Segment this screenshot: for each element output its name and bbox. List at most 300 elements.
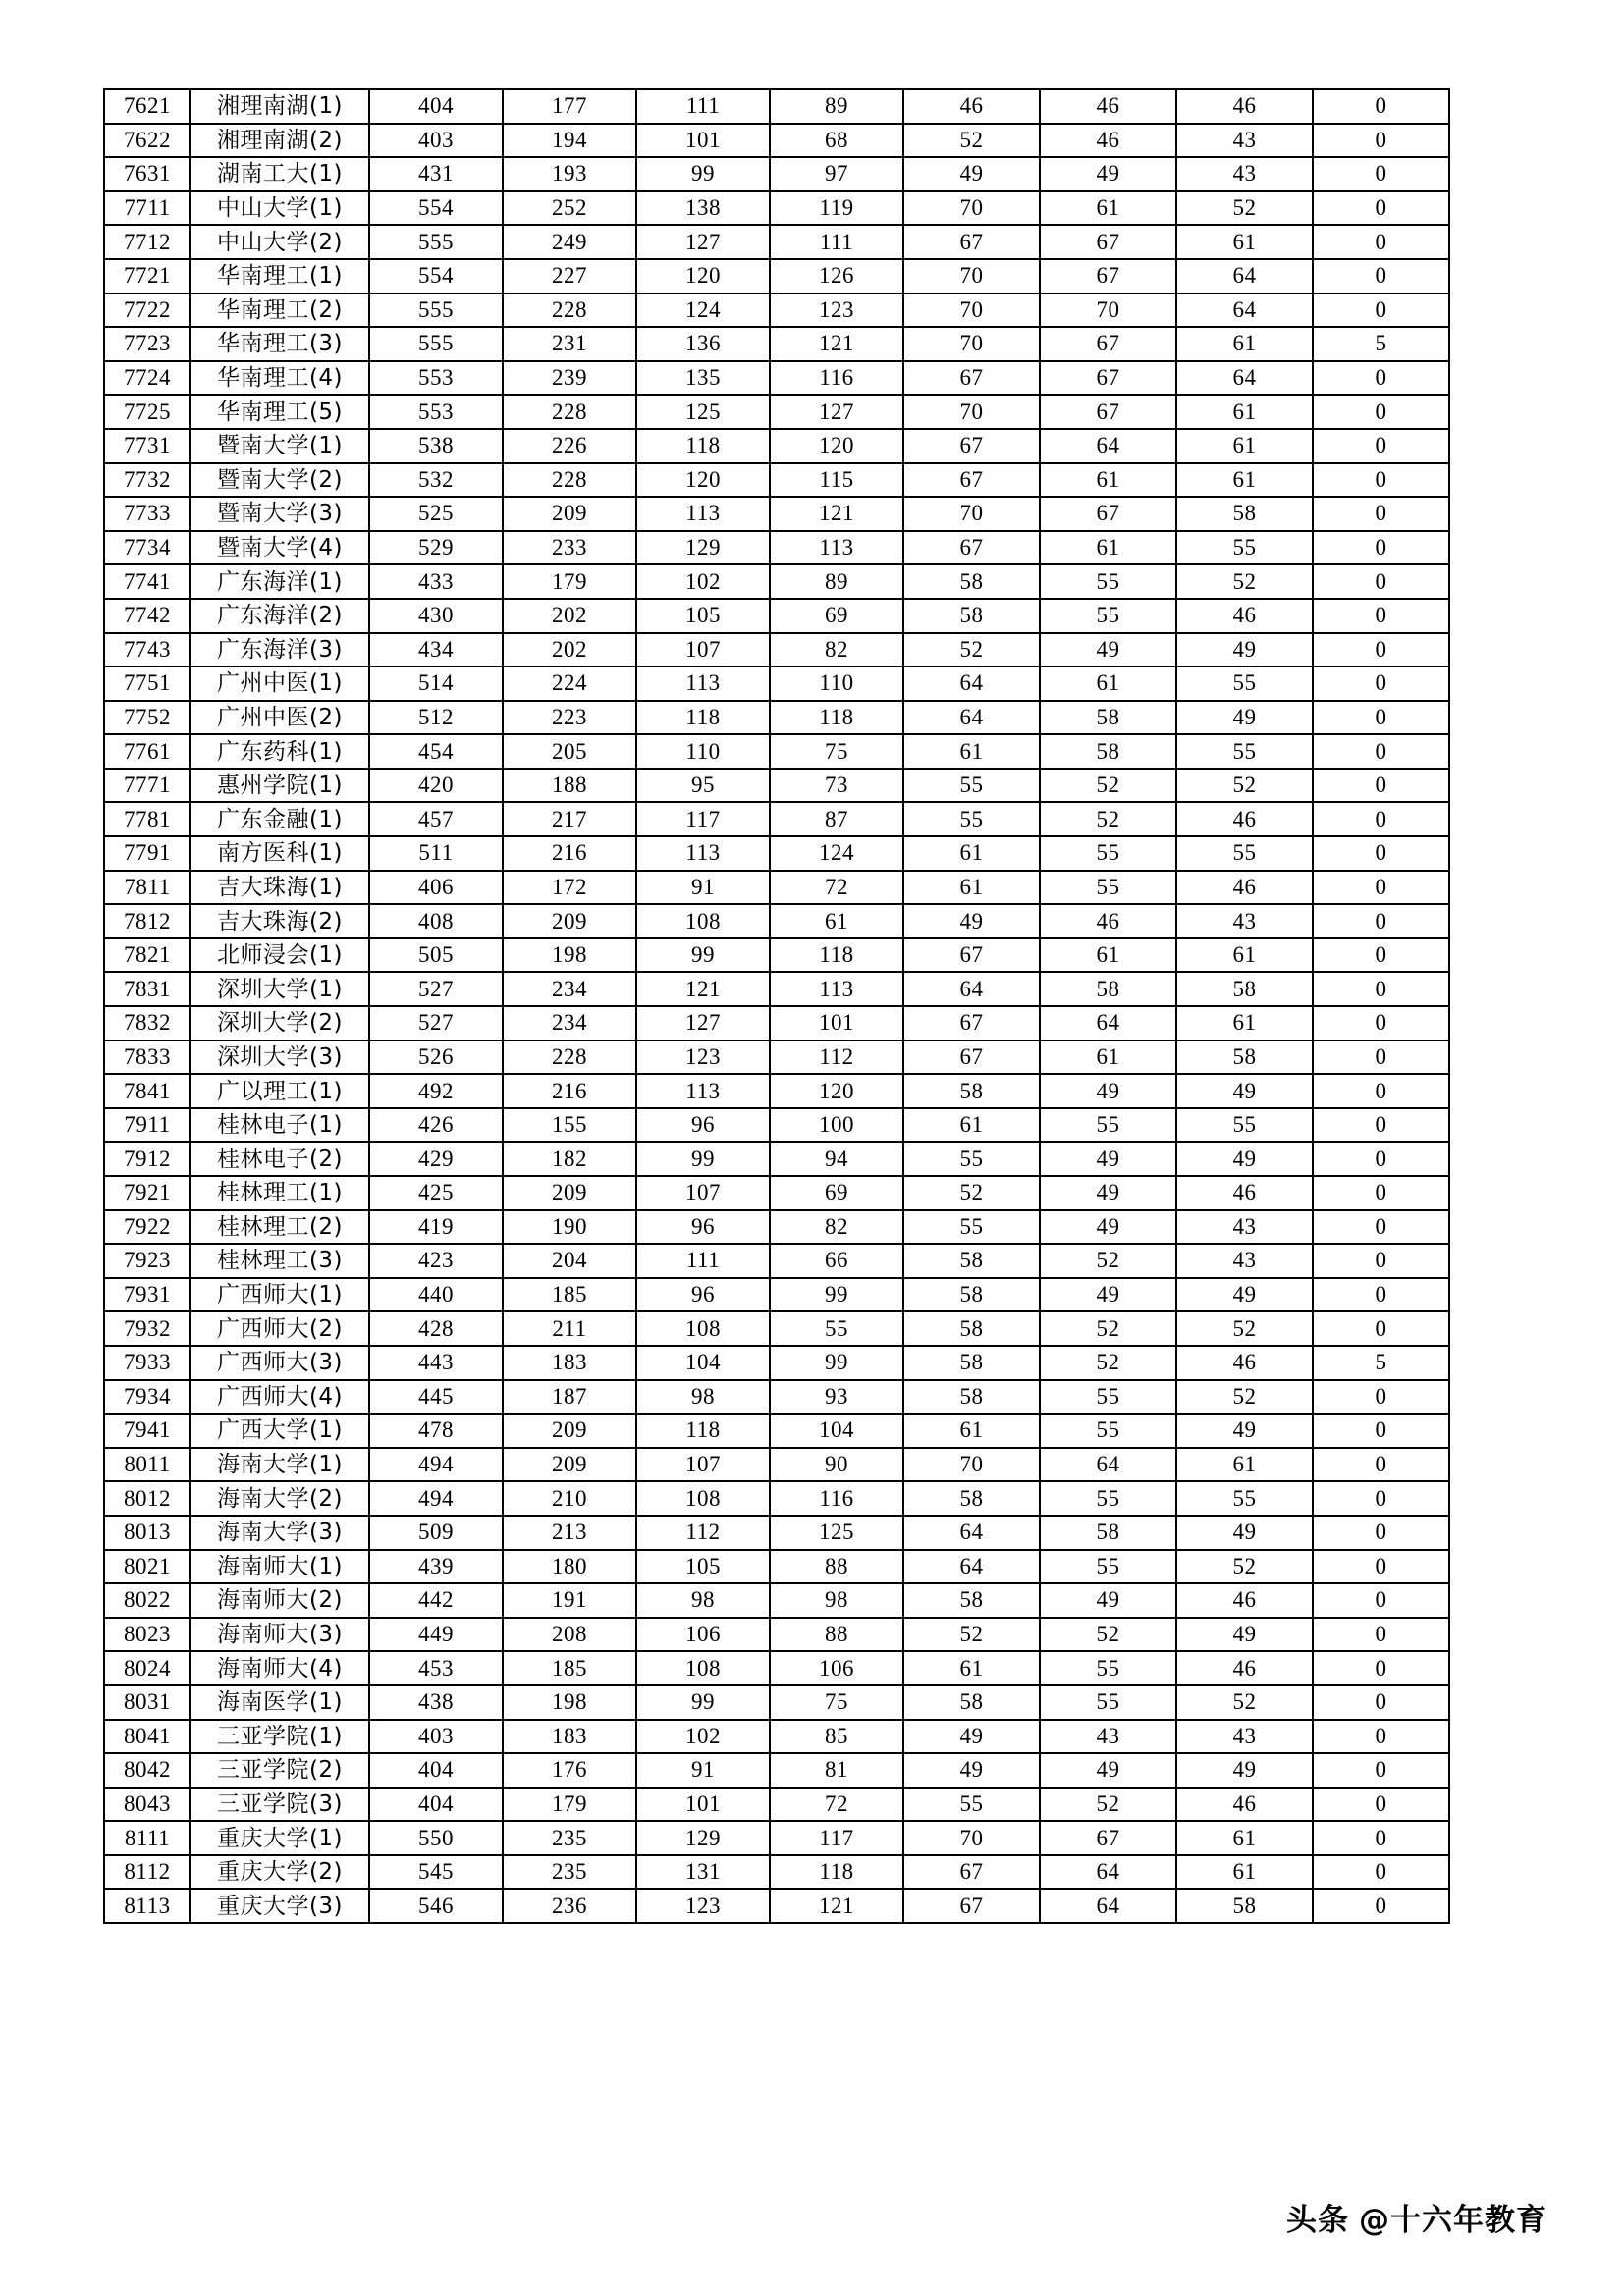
cell-v7: 49 xyxy=(1176,1516,1313,1550)
cell-v2: 231 xyxy=(503,327,636,361)
cell-v5: 61 xyxy=(903,1108,1040,1143)
cell-v3: 111 xyxy=(636,89,770,124)
cell-v7: 61 xyxy=(1176,1448,1313,1482)
cell-v2: 202 xyxy=(503,633,636,667)
cell-v5: 58 xyxy=(903,599,1040,633)
score-table-body xyxy=(104,89,1449,1923)
cell-v2: 228 xyxy=(503,395,636,429)
cell-v8: 0 xyxy=(1313,972,1449,1006)
cell-code: 7751 xyxy=(104,667,190,701)
cell-v5: 67 xyxy=(903,429,1040,463)
cell-school-name: 广西师大(2) xyxy=(190,1311,369,1346)
cell-v8: 0 xyxy=(1313,802,1449,836)
cell-v1: 554 xyxy=(369,191,503,226)
watermark-handle: @十六年教育 xyxy=(1359,2203,1547,2238)
cell-code: 8112 xyxy=(104,1855,190,1890)
cell-v2: 204 xyxy=(503,1244,636,1278)
cell-v2: 185 xyxy=(503,1651,636,1685)
table-row xyxy=(104,1583,1449,1618)
cell-code: 7741 xyxy=(104,564,190,599)
cell-school-name: 华南理工(1) xyxy=(190,259,369,294)
cell-v8: 0 xyxy=(1313,1448,1449,1482)
cell-code: 8031 xyxy=(104,1685,190,1720)
cell-v3: 136 xyxy=(636,327,770,361)
cell-code: 7921 xyxy=(104,1176,190,1210)
cell-v8: 0 xyxy=(1313,1583,1449,1618)
table-row xyxy=(104,1210,1449,1245)
cell-code: 7771 xyxy=(104,769,190,803)
cell-v7: 55 xyxy=(1176,734,1313,769)
cell-v5: 55 xyxy=(903,1210,1040,1245)
cell-v4: 69 xyxy=(770,599,903,633)
cell-school-name: 广州中医(2) xyxy=(190,701,369,735)
cell-v4: 99 xyxy=(770,1278,903,1312)
cell-code: 8013 xyxy=(104,1516,190,1550)
cell-v5: 61 xyxy=(903,836,1040,871)
cell-v5: 58 xyxy=(903,1244,1040,1278)
cell-v5: 61 xyxy=(903,1414,1040,1448)
table-row xyxy=(104,1414,1449,1448)
table-row xyxy=(104,633,1449,667)
cell-v6: 49 xyxy=(1040,1278,1176,1312)
table-row xyxy=(104,1006,1449,1041)
cell-v1: 430 xyxy=(369,599,503,633)
cell-v4: 121 xyxy=(770,1889,903,1923)
cell-v7: 61 xyxy=(1176,429,1313,463)
cell-v2: 198 xyxy=(503,938,636,973)
cell-v6: 49 xyxy=(1040,1753,1176,1788)
cell-v7: 46 xyxy=(1176,1176,1313,1210)
cell-v2: 233 xyxy=(503,531,636,565)
cell-v1: 434 xyxy=(369,633,503,667)
cell-v7: 58 xyxy=(1176,1041,1313,1075)
cell-v6: 49 xyxy=(1040,1176,1176,1210)
cell-v6: 55 xyxy=(1040,836,1176,871)
cell-v3: 120 xyxy=(636,259,770,294)
table-row xyxy=(104,1618,1449,1652)
table-row xyxy=(104,1278,1449,1312)
cell-code: 7742 xyxy=(104,599,190,633)
table-row xyxy=(104,1311,1449,1346)
table-row xyxy=(104,1788,1449,1822)
cell-v1: 440 xyxy=(369,1278,503,1312)
cell-v4: 94 xyxy=(770,1142,903,1176)
cell-v5: 55 xyxy=(903,1142,1040,1176)
cell-v3: 107 xyxy=(636,1448,770,1482)
cell-v3: 107 xyxy=(636,633,770,667)
cell-code: 7711 xyxy=(104,191,190,226)
cell-v2: 211 xyxy=(503,1311,636,1346)
cell-v1: 494 xyxy=(369,1448,503,1482)
cell-v4: 120 xyxy=(770,1074,903,1108)
cell-v5: 58 xyxy=(903,1278,1040,1312)
cell-v5: 70 xyxy=(903,294,1040,328)
cell-v5: 52 xyxy=(903,1618,1040,1652)
cell-v2: 172 xyxy=(503,871,636,905)
cell-v8: 0 xyxy=(1313,938,1449,973)
cell-v7: 55 xyxy=(1176,1108,1313,1143)
cell-code: 8042 xyxy=(104,1753,190,1788)
cell-school-name: 广西大学(1) xyxy=(190,1414,369,1448)
cell-v1: 527 xyxy=(369,1006,503,1041)
table-row xyxy=(104,1041,1449,1075)
cell-school-name: 广以理工(1) xyxy=(190,1074,369,1108)
cell-v4: 98 xyxy=(770,1583,903,1618)
cell-v2: 210 xyxy=(503,1481,636,1516)
cell-v3: 113 xyxy=(636,836,770,871)
cell-v3: 99 xyxy=(636,938,770,973)
cell-v1: 404 xyxy=(369,89,503,124)
table-row xyxy=(104,157,1449,191)
cell-v1: 419 xyxy=(369,1210,503,1245)
cell-v1: 433 xyxy=(369,564,503,599)
table-row xyxy=(104,1448,1449,1482)
table-row xyxy=(104,124,1449,158)
cell-v6: 55 xyxy=(1040,1380,1176,1415)
cell-v8: 0 xyxy=(1313,89,1449,124)
cell-v1: 492 xyxy=(369,1074,503,1108)
cell-v1: 511 xyxy=(369,836,503,871)
table-row xyxy=(104,327,1449,361)
cell-v6: 55 xyxy=(1040,1108,1176,1143)
cell-v8: 0 xyxy=(1313,1821,1449,1855)
cell-school-name: 广东金融(1) xyxy=(190,802,369,836)
cell-v2: 176 xyxy=(503,1753,636,1788)
cell-v2: 217 xyxy=(503,802,636,836)
cell-v8: 0 xyxy=(1313,191,1449,226)
cell-v6: 61 xyxy=(1040,531,1176,565)
cell-v7: 49 xyxy=(1176,1278,1313,1312)
cell-v8: 0 xyxy=(1313,1516,1449,1550)
cell-v2: 226 xyxy=(503,429,636,463)
cell-v1: 403 xyxy=(369,124,503,158)
cell-school-name: 华南理工(5) xyxy=(190,395,369,429)
cell-v7: 43 xyxy=(1176,1244,1313,1278)
cell-v2: 177 xyxy=(503,89,636,124)
cell-v8: 0 xyxy=(1313,1074,1449,1108)
cell-v7: 49 xyxy=(1176,1414,1313,1448)
cell-v7: 46 xyxy=(1176,89,1313,124)
cell-school-name: 重庆大学(3) xyxy=(190,1889,369,1923)
cell-v5: 61 xyxy=(903,734,1040,769)
cell-v5: 67 xyxy=(903,225,1040,259)
cell-v8: 0 xyxy=(1313,734,1449,769)
cell-v4: 116 xyxy=(770,1481,903,1516)
cell-school-name: 桂林理工(2) xyxy=(190,1210,369,1245)
cell-v8: 0 xyxy=(1313,395,1449,429)
cell-code: 7791 xyxy=(104,836,190,871)
cell-school-name: 重庆大学(2) xyxy=(190,1855,369,1890)
cell-v3: 125 xyxy=(636,395,770,429)
cell-v7: 43 xyxy=(1176,124,1313,158)
cell-v5: 55 xyxy=(903,769,1040,803)
cell-v8: 0 xyxy=(1313,1550,1449,1584)
cell-v1: 429 xyxy=(369,1142,503,1176)
cell-v8: 0 xyxy=(1313,1753,1449,1788)
cell-v2: 185 xyxy=(503,1278,636,1312)
cell-v8: 0 xyxy=(1313,1278,1449,1312)
cell-code: 7941 xyxy=(104,1414,190,1448)
cell-v4: 118 xyxy=(770,1855,903,1890)
cell-v3: 112 xyxy=(636,1516,770,1550)
cell-v1: 529 xyxy=(369,531,503,565)
cell-v8: 0 xyxy=(1313,1651,1449,1685)
cell-v7: 43 xyxy=(1176,1210,1313,1245)
cell-v6: 67 xyxy=(1040,259,1176,294)
cell-v5: 52 xyxy=(903,124,1040,158)
cell-code: 8111 xyxy=(104,1821,190,1855)
cell-v8: 0 xyxy=(1313,1210,1449,1245)
cell-v4: 110 xyxy=(770,667,903,701)
cell-v6: 46 xyxy=(1040,904,1176,938)
table-row xyxy=(104,972,1449,1006)
cell-v4: 119 xyxy=(770,191,903,226)
cell-v6: 55 xyxy=(1040,564,1176,599)
cell-v1: 526 xyxy=(369,1041,503,1075)
cell-v7: 61 xyxy=(1176,225,1313,259)
cell-v7: 46 xyxy=(1176,871,1313,905)
cell-school-name: 广西师大(3) xyxy=(190,1346,369,1380)
cell-v5: 70 xyxy=(903,1448,1040,1482)
cell-v5: 49 xyxy=(903,1720,1040,1754)
cell-v1: 403 xyxy=(369,1720,503,1754)
cell-v1: 546 xyxy=(369,1889,503,1923)
cell-v5: 58 xyxy=(903,1311,1040,1346)
cell-v7: 64 xyxy=(1176,361,1313,396)
cell-v4: 75 xyxy=(770,1685,903,1720)
cell-v6: 52 xyxy=(1040,802,1176,836)
cell-v4: 101 xyxy=(770,1006,903,1041)
cell-v2: 191 xyxy=(503,1583,636,1618)
cell-v4: 72 xyxy=(770,871,903,905)
cell-v7: 55 xyxy=(1176,667,1313,701)
cell-v7: 43 xyxy=(1176,1720,1313,1754)
table-row xyxy=(104,1651,1449,1685)
cell-v3: 113 xyxy=(636,667,770,701)
cell-v7: 61 xyxy=(1176,938,1313,973)
cell-school-name: 深圳大学(2) xyxy=(190,1006,369,1041)
cell-v6: 67 xyxy=(1040,327,1176,361)
cell-v2: 193 xyxy=(503,157,636,191)
cell-v3: 138 xyxy=(636,191,770,226)
cell-v8: 0 xyxy=(1313,531,1449,565)
cell-school-name: 北师浸会(1) xyxy=(190,938,369,973)
cell-v1: 553 xyxy=(369,395,503,429)
cell-code: 7731 xyxy=(104,429,190,463)
cell-v4: 112 xyxy=(770,1041,903,1075)
cell-v2: 228 xyxy=(503,463,636,498)
cell-code: 7812 xyxy=(104,904,190,938)
cell-v4: 93 xyxy=(770,1380,903,1415)
cell-v3: 111 xyxy=(636,1244,770,1278)
cell-v8: 0 xyxy=(1313,1618,1449,1652)
cell-code: 7934 xyxy=(104,1380,190,1415)
cell-v1: 514 xyxy=(369,667,503,701)
cell-v2: 188 xyxy=(503,769,636,803)
cell-v3: 131 xyxy=(636,1855,770,1890)
cell-v2: 187 xyxy=(503,1380,636,1415)
cell-v3: 113 xyxy=(636,1074,770,1108)
table-row xyxy=(104,836,1449,871)
table-row xyxy=(104,1108,1449,1143)
cell-v5: 64 xyxy=(903,667,1040,701)
cell-v4: 124 xyxy=(770,836,903,871)
cell-v2: 224 xyxy=(503,667,636,701)
cell-v2: 209 xyxy=(503,904,636,938)
cell-v6: 58 xyxy=(1040,734,1176,769)
cell-v3: 106 xyxy=(636,1618,770,1652)
cell-v8: 0 xyxy=(1313,463,1449,498)
cell-v6: 52 xyxy=(1040,1311,1176,1346)
table-row xyxy=(104,1516,1449,1550)
cell-v1: 538 xyxy=(369,429,503,463)
cell-v1: 408 xyxy=(369,904,503,938)
table-row xyxy=(104,1889,1449,1923)
cell-school-name: 海南大学(1) xyxy=(190,1448,369,1482)
table-row xyxy=(104,429,1449,463)
cell-school-name: 深圳大学(3) xyxy=(190,1041,369,1075)
cell-v7: 55 xyxy=(1176,836,1313,871)
cell-v3: 104 xyxy=(636,1346,770,1380)
cell-v1: 443 xyxy=(369,1346,503,1380)
cell-v1: 525 xyxy=(369,497,503,531)
cell-v8: 0 xyxy=(1313,1041,1449,1075)
cell-school-name: 广东药科(1) xyxy=(190,734,369,769)
cell-v2: 179 xyxy=(503,1788,636,1822)
table-row xyxy=(104,1821,1449,1855)
cell-v2: 252 xyxy=(503,191,636,226)
cell-v8: 0 xyxy=(1313,225,1449,259)
cell-v3: 99 xyxy=(636,1142,770,1176)
cell-code: 8012 xyxy=(104,1481,190,1516)
cell-v7: 49 xyxy=(1176,1142,1313,1176)
cell-school-name: 暨南大学(2) xyxy=(190,463,369,498)
cell-v6: 52 xyxy=(1040,1788,1176,1822)
cell-v8: 0 xyxy=(1313,701,1449,735)
cell-v4: 99 xyxy=(770,1346,903,1380)
cell-v8: 0 xyxy=(1313,1685,1449,1720)
cell-v6: 64 xyxy=(1040,1855,1176,1890)
cell-v7: 55 xyxy=(1176,1481,1313,1516)
cell-v4: 81 xyxy=(770,1753,903,1788)
cell-v7: 61 xyxy=(1176,1821,1313,1855)
table-row xyxy=(104,871,1449,905)
cell-v4: 111 xyxy=(770,225,903,259)
cell-v8: 0 xyxy=(1313,1481,1449,1516)
cell-v4: 72 xyxy=(770,1788,903,1822)
cell-v6: 58 xyxy=(1040,1516,1176,1550)
cell-v8: 0 xyxy=(1313,1108,1449,1143)
table-row xyxy=(104,701,1449,735)
cell-code: 8041 xyxy=(104,1720,190,1754)
cell-code: 7912 xyxy=(104,1142,190,1176)
table-row xyxy=(104,938,1449,973)
cell-v7: 52 xyxy=(1176,1550,1313,1584)
cell-v6: 46 xyxy=(1040,89,1176,124)
cell-v1: 454 xyxy=(369,734,503,769)
cell-v2: 180 xyxy=(503,1550,636,1584)
cell-v1: 512 xyxy=(369,701,503,735)
cell-v2: 213 xyxy=(503,1516,636,1550)
cell-v4: 121 xyxy=(770,327,903,361)
cell-v3: 118 xyxy=(636,429,770,463)
cell-v5: 49 xyxy=(903,1753,1040,1788)
cell-v8: 0 xyxy=(1313,1176,1449,1210)
table-row xyxy=(104,734,1449,769)
table-row xyxy=(104,802,1449,836)
table-row xyxy=(104,1074,1449,1108)
cell-code: 7832 xyxy=(104,1006,190,1041)
cell-v4: 118 xyxy=(770,701,903,735)
cell-school-name: 吉大珠海(1) xyxy=(190,871,369,905)
cell-v6: 64 xyxy=(1040,1006,1176,1041)
cell-v3: 108 xyxy=(636,1311,770,1346)
cell-code: 7733 xyxy=(104,497,190,531)
table-row xyxy=(104,1685,1449,1720)
cell-v2: 209 xyxy=(503,1176,636,1210)
cell-school-name: 桂林理工(3) xyxy=(190,1244,369,1278)
cell-school-name: 广东海洋(2) xyxy=(190,599,369,633)
cell-v3: 118 xyxy=(636,701,770,735)
cell-v1: 505 xyxy=(369,938,503,973)
cell-v7: 49 xyxy=(1176,701,1313,735)
cell-v6: 64 xyxy=(1040,1889,1176,1923)
table-row xyxy=(104,1753,1449,1788)
cell-v4: 61 xyxy=(770,904,903,938)
cell-school-name: 南方医科(1) xyxy=(190,836,369,871)
cell-v2: 183 xyxy=(503,1346,636,1380)
cell-v3: 108 xyxy=(636,1651,770,1685)
cell-v8: 0 xyxy=(1313,1855,1449,1890)
cell-v7: 61 xyxy=(1176,1855,1313,1890)
cell-v4: 118 xyxy=(770,938,903,973)
cell-v1: 445 xyxy=(369,1380,503,1415)
cell-school-name: 广东海洋(1) xyxy=(190,564,369,599)
cell-school-name: 海南师大(1) xyxy=(190,1550,369,1584)
cell-v1: 423 xyxy=(369,1244,503,1278)
cell-v8: 0 xyxy=(1313,1414,1449,1448)
cell-v4: 69 xyxy=(770,1176,903,1210)
cell-v4: 89 xyxy=(770,564,903,599)
cell-v7: 52 xyxy=(1176,1380,1313,1415)
cell-school-name: 湘理南湖(1) xyxy=(190,89,369,124)
table-row xyxy=(104,395,1449,429)
cell-code: 8021 xyxy=(104,1550,190,1584)
cell-v4: 87 xyxy=(770,802,903,836)
cell-v1: 527 xyxy=(369,972,503,1006)
cell-v1: 420 xyxy=(369,769,503,803)
cell-v8: 0 xyxy=(1313,564,1449,599)
cell-v2: 239 xyxy=(503,361,636,396)
cell-v4: 127 xyxy=(770,395,903,429)
cell-v8: 0 xyxy=(1313,497,1449,531)
cell-v2: 155 xyxy=(503,1108,636,1143)
table-row xyxy=(104,1380,1449,1415)
cell-v6: 55 xyxy=(1040,871,1176,905)
cell-v3: 107 xyxy=(636,1176,770,1210)
cell-code: 7723 xyxy=(104,327,190,361)
cell-school-name: 重庆大学(1) xyxy=(190,1821,369,1855)
cell-code: 7911 xyxy=(104,1108,190,1143)
cell-v7: 46 xyxy=(1176,1788,1313,1822)
cell-v6: 49 xyxy=(1040,1583,1176,1618)
cell-v3: 105 xyxy=(636,1550,770,1584)
cell-v8: 0 xyxy=(1313,294,1449,328)
cell-v6: 55 xyxy=(1040,1685,1176,1720)
cell-v2: 209 xyxy=(503,1414,636,1448)
cell-v3: 101 xyxy=(636,124,770,158)
cell-v5: 58 xyxy=(903,1583,1040,1618)
